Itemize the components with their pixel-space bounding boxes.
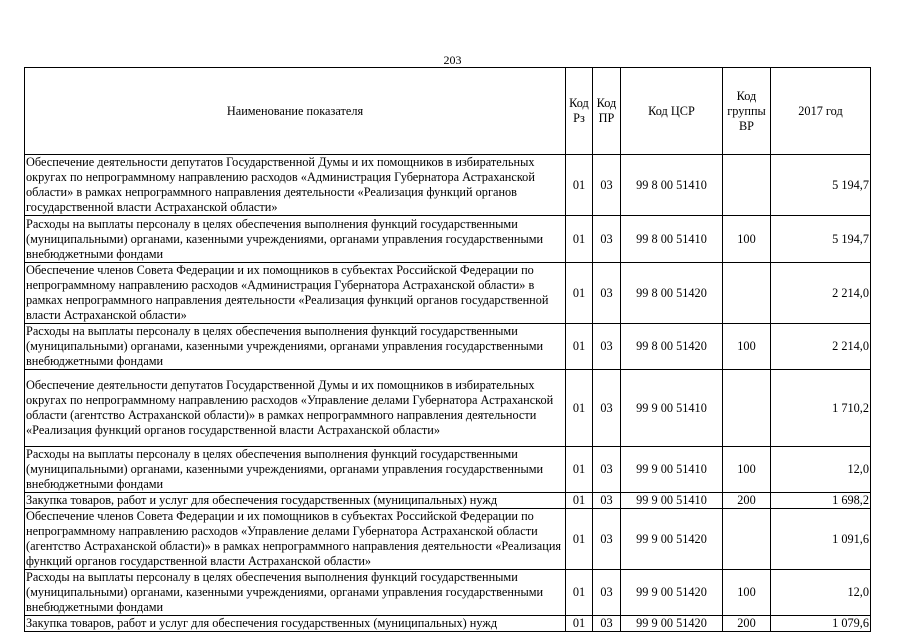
row-csr: 99 9 00 51410 <box>621 370 723 447</box>
row-rz: 01 <box>566 447 593 493</box>
table-row <box>25 155 871 216</box>
row-value: 2 214,0 <box>771 324 871 370</box>
header-pr: Код ПР <box>593 68 621 155</box>
row-pr: 03 <box>593 370 621 447</box>
table-row <box>25 493 871 509</box>
row-value: 1 710,2 <box>771 370 871 447</box>
row-value: 2 214,0 <box>771 263 871 324</box>
row-rz: 01 <box>566 324 593 370</box>
row-pr: 03 <box>593 493 621 509</box>
row-vr: 100 <box>723 570 771 616</box>
row-rz: 01 <box>566 263 593 324</box>
table-row <box>25 509 871 570</box>
row-vr: 100 <box>723 324 771 370</box>
row-pr: 03 <box>593 616 621 632</box>
table-header-row <box>25 68 871 155</box>
row-name: Закупка товаров, работ и услуг для обеспечения государственных (муниципальных) нужд <box>25 493 566 509</box>
table-row <box>25 570 871 616</box>
row-csr: 99 9 00 51410 <box>621 447 723 493</box>
row-value: 1 079,6 <box>771 616 871 632</box>
row-csr: 99 8 00 51410 <box>621 216 723 263</box>
table-row <box>25 447 871 493</box>
row-rz: 01 <box>566 370 593 447</box>
table-row <box>25 324 871 370</box>
row-value: 12,0 <box>771 447 871 493</box>
row-vr <box>723 263 771 324</box>
header-rz: Код Рз <box>566 68 593 155</box>
row-name: Расходы на выплаты персоналу в целях обеспечения выполнения функций государственными (муниципальными) органами, казенными учреждениями, органами управления государственными внебюджетными фондами <box>25 216 566 263</box>
row-csr: 99 9 00 51420 <box>621 509 723 570</box>
header-name: Наименование показателя <box>25 68 566 155</box>
row-vr: 100 <box>723 216 771 263</box>
row-name: Обеспечение деятельности депутатов Государственной Думы и их помощников в избирательных округах по непрограммному направлению расходов «Администрация Губернатора Астраханской области» в рамках непрограммного направления деятельности «Реализация функций органов государственной власти Астраханской области» <box>25 155 566 216</box>
row-name: Обеспечение членов Совета Федерации и их помощников в субъектах Российской Федерации по непрограммному направлению расходов «Администрация Губернатора Астраханской области» в рамках непрограммного направления деятельности «Реализация функций органов государственной власти Астраханской области» <box>25 263 566 324</box>
row-csr: 99 8 00 51410 <box>621 155 723 216</box>
row-vr <box>723 155 771 216</box>
row-pr: 03 <box>593 570 621 616</box>
row-csr: 99 8 00 51420 <box>621 324 723 370</box>
header-year: 2017 год <box>771 68 871 155</box>
row-vr: 200 <box>723 616 771 632</box>
row-rz: 01 <box>566 493 593 509</box>
row-value: 5 194,7 <box>771 216 871 263</box>
row-value: 12,0 <box>771 570 871 616</box>
row-value: 1 698,2 <box>771 493 871 509</box>
row-name: Обеспечение членов Совета Федерации и их помощников в субъектах Российской Федерации по непрограммному направлению расходов «Управление делами Губернатора Астраханской области (агентство Астраханской области)» в рамках непрограммного направления деятельности «Реализация функций органов государственной власти Астраханской области» <box>25 509 566 570</box>
row-csr: 99 9 00 51420 <box>621 616 723 632</box>
table-row <box>25 263 871 324</box>
row-name: Расходы на выплаты персоналу в целях обеспечения выполнения функций государственными (муниципальными) органами, казенными учреждениями, органами управления государственными внебюджетными фондами <box>25 324 566 370</box>
row-name: Закупка товаров, работ и услуг для обеспечения государственных (муниципальных) нужд <box>25 616 566 632</box>
row-name: Расходы на выплаты персоналу в целях обеспечения выполнения функций государственными (муниципальными) органами, казенными учреждениями, органами управления государственными внебюджетными фондами <box>25 570 566 616</box>
table-row <box>25 216 871 263</box>
row-vr: 100 <box>723 447 771 493</box>
row-pr: 03 <box>593 324 621 370</box>
row-pr: 03 <box>593 263 621 324</box>
row-vr <box>723 509 771 570</box>
row-pr: 03 <box>593 155 621 216</box>
header-csr: Код ЦСР <box>621 68 723 155</box>
row-csr: 99 8 00 51420 <box>621 263 723 324</box>
row-rz: 01 <box>566 216 593 263</box>
table-row <box>25 370 871 447</box>
row-vr <box>723 370 771 447</box>
row-rz: 01 <box>566 570 593 616</box>
row-rz: 01 <box>566 155 593 216</box>
row-name: Расходы на выплаты персоналу в целях обеспечения выполнения функций государственными (муниципальными) органами, казенными учреждениями, органами управления государственными внебюджетными фондами <box>25 447 566 493</box>
page-number: 203 <box>443 53 462 67</box>
row-csr: 99 9 00 51410 <box>621 493 723 509</box>
row-csr: 99 9 00 51420 <box>621 570 723 616</box>
row-pr: 03 <box>593 216 621 263</box>
table-row <box>25 616 871 632</box>
row-value: 1 091,6 <box>771 509 871 570</box>
row-rz: 01 <box>566 616 593 632</box>
row-pr: 03 <box>593 509 621 570</box>
row-rz: 01 <box>566 509 593 570</box>
budget-table <box>24 67 871 632</box>
row-value: 5 194,7 <box>771 155 871 216</box>
header-vr: Код группы ВР <box>723 68 771 155</box>
row-pr: 03 <box>593 447 621 493</box>
row-vr: 200 <box>723 493 771 509</box>
row-name: Обеспечение деятельности депутатов Государственной Думы и их помощников в избирательных округах по непрограммному направлению расходов «Управление делами Губернатора Астраханской области (агентство Астраханской области)» в рамках непрограммного направления деятельности «Реализация функций органов государственной власти Астраханской области» <box>25 370 566 447</box>
